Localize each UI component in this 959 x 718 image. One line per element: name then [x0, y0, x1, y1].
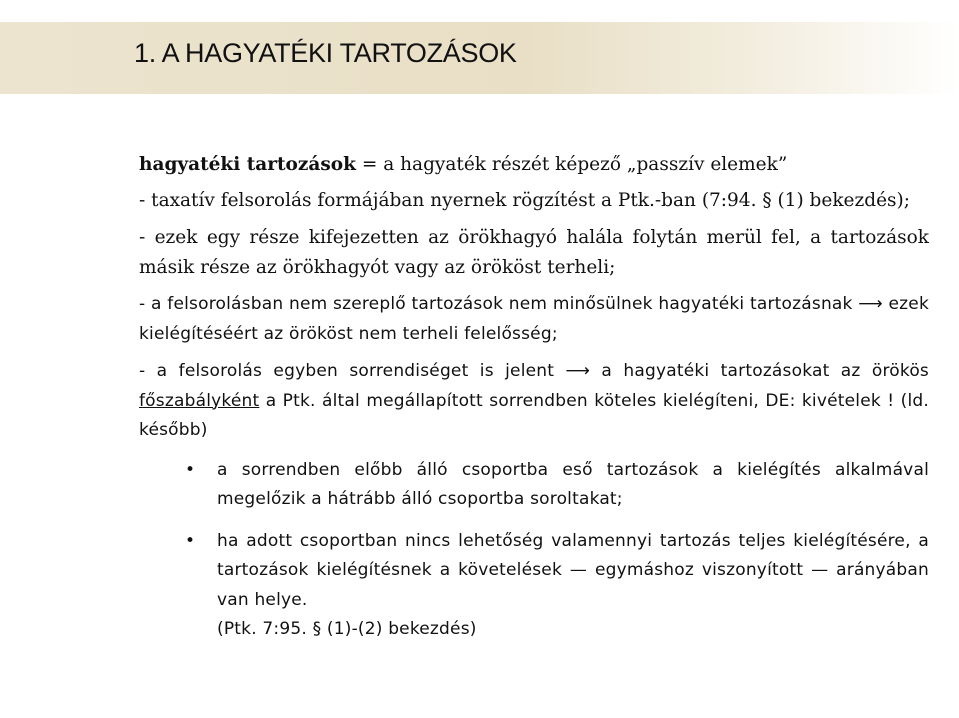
bullet-text-3: arányában van helye.: [217, 560, 929, 610]
bullet-list: [139, 456, 929, 645]
dash-mark: —: [811, 560, 829, 580]
arrow-icon: ⟶: [858, 294, 883, 314]
dash-mark: —: [569, 560, 588, 580]
list-item: [139, 456, 929, 515]
bullet-text: ha adott csoportban nincs lehetőség valamennyi tartozás teljes kielégítésére, a tartozások kielégítésnek a követelések: [217, 530, 929, 580]
paragraph-not-listed-a: - a felsorolásban nem szereplő tartozások nem minősülnek hagyatéki tartozásnak: [139, 294, 859, 314]
definition-rest: = a hagyaték részét képező „passzív elemek”: [355, 154, 788, 175]
legal-reference: (Ptk. 7:95. § (1)-(2) bekezdés): [217, 619, 477, 639]
definition-line: [139, 150, 929, 180]
bullet-text: a sorrendben előbb álló csoportba eső tartozások a kielégítés alkalmával megelőzik a hátrább álló csoportba soroltakat;: [217, 459, 929, 509]
slide-body: [139, 150, 929, 657]
arrow-icon: ⟶: [565, 361, 591, 381]
paragraph-order-b: a hagyatéki tartozásokat az örökös: [590, 361, 929, 381]
bullet-icon: •: [185, 530, 196, 551]
bullet-icon: •: [185, 459, 196, 480]
paragraph-order-c: a Ptk. által megállapított sorrendben köteles kielégíteni, DE: kivételek ! (ld. később): [139, 390, 929, 440]
list-item: [139, 527, 929, 645]
paragraph-order-a: - a felsorolás egyben sorrendiséget is jelent: [139, 361, 566, 381]
paragraph-order: [139, 357, 929, 446]
definition-term: hagyatéki tartozások: [139, 154, 356, 175]
paragraph-not-listed: [139, 290, 929, 349]
paragraph-order-underlined: főszabályként: [139, 390, 260, 411]
paragraph-not-listed-b: ezek kielégítéséért az örököst nem terheli felelősség;: [139, 294, 929, 344]
bullet-text-2: egymáshoz viszonyított: [587, 560, 812, 580]
paragraph-origin: - ezek egy része kifejezetten az örökhagyó halála folytán merül fel, a tartozások másik része az örökhagyót vagy az örököst terheli;: [139, 227, 929, 278]
paragraph-taxative: - taxatív felsorolás formájában nyernek rögzítést a Ptk.-ban (7:94. § (1) bekezdés);: [139, 189, 910, 211]
page-title: 1. A HAGYATÉKI TARTOZÁSOK: [134, 38, 517, 68]
